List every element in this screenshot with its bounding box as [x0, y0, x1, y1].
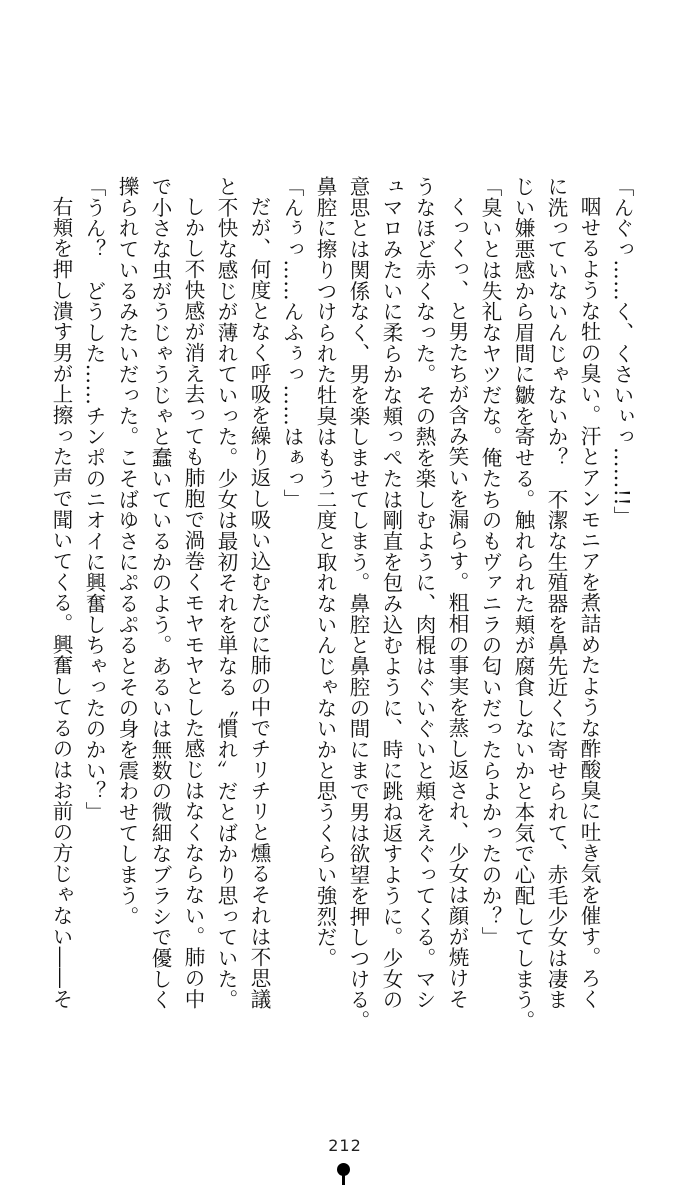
text-line: じい嫌悪感から眉間に皺を寄せる。触れられた頬が腐食しないかと本気で心配してしまう。 [511, 176, 535, 1031]
text-line: に洗っていないんじゃないか？ 不潔な生殖器を鼻先近くに寄せられて、赤毛少女は凄ま [544, 176, 568, 1010]
text-line: だが、何度となく呼吸を繰り返し吸い込むたびに肺の中でチリチリと燻るそれは不思議 [247, 196, 271, 1010]
text-line: で小さな虫がうじゃうじゃと蠢いているかのよう。あるいは無数の微細なブラシで優しく [148, 176, 172, 1010]
page-number: 212 [328, 1136, 362, 1155]
text-line: 「んぐっ……く、くさいぃっ……!!」 [610, 176, 634, 527]
text-line: 右頬を押し潰す男が上擦った声で聞いてくる。興奮してるのはお前の方じゃない――そ [49, 196, 73, 1010]
text-line: 擽られているみたいだった。こそばゆさにぷるぷるとその身を震わせてしまう。 [115, 176, 139, 927]
vertical-text-block [49, 176, 638, 1046]
text-line: 鼻腔に擦りつけられた牡臭はもう二度と取れないんじゃないかと思うくらい強烈だ。 [313, 176, 337, 969]
text-line: くっくっ、と男たちが含み笑いを漏らす。粗相の事実を蒸し返され、少女は顔が焼けそ [445, 196, 469, 1010]
text-line: ュマロみたいに柔らかな頬っぺたは剛直を包み込むように、時に跳ね返すように。少女の [379, 176, 403, 1010]
text-line: しかし不快感が消え去っても肺胞で渦巻くモヤモヤとした感じはなくならない。肺の中 [181, 196, 205, 1010]
text-line: と不快な感じが薄れていった。少女は最初それを単なる〝慣れ〟だとばかり思っていた。 [214, 176, 238, 1010]
text-line: うなほど赤くなった。その熱を楽しむように、肉棍はぐいぐいと頬をえぐってくる。マシ [412, 176, 436, 1010]
page-marker-stem [342, 1175, 345, 1185]
text-line: 「んぅっ……んふぅっ……はぁっ」 [280, 176, 304, 510]
text-line: 意思とは関係なく、男を楽しませてしまう。鼻腔と鼻腔の間にまで男は欲望を押しつける。 [346, 176, 370, 1031]
text-line: 「臭いとは失礼なヤツだな。俺たちのもヴァニラの匂いだったらよかったのか？」 [478, 176, 502, 948]
text-line: 咽せるような牡の臭い。汗とアンモニアを煮詰めたような酢酸臭に吐き気を催す。ろく [577, 196, 601, 1010]
text-line: 「うん？ どうした……チンポのニオイに興奮しちゃったのかい？」 [82, 176, 106, 823]
